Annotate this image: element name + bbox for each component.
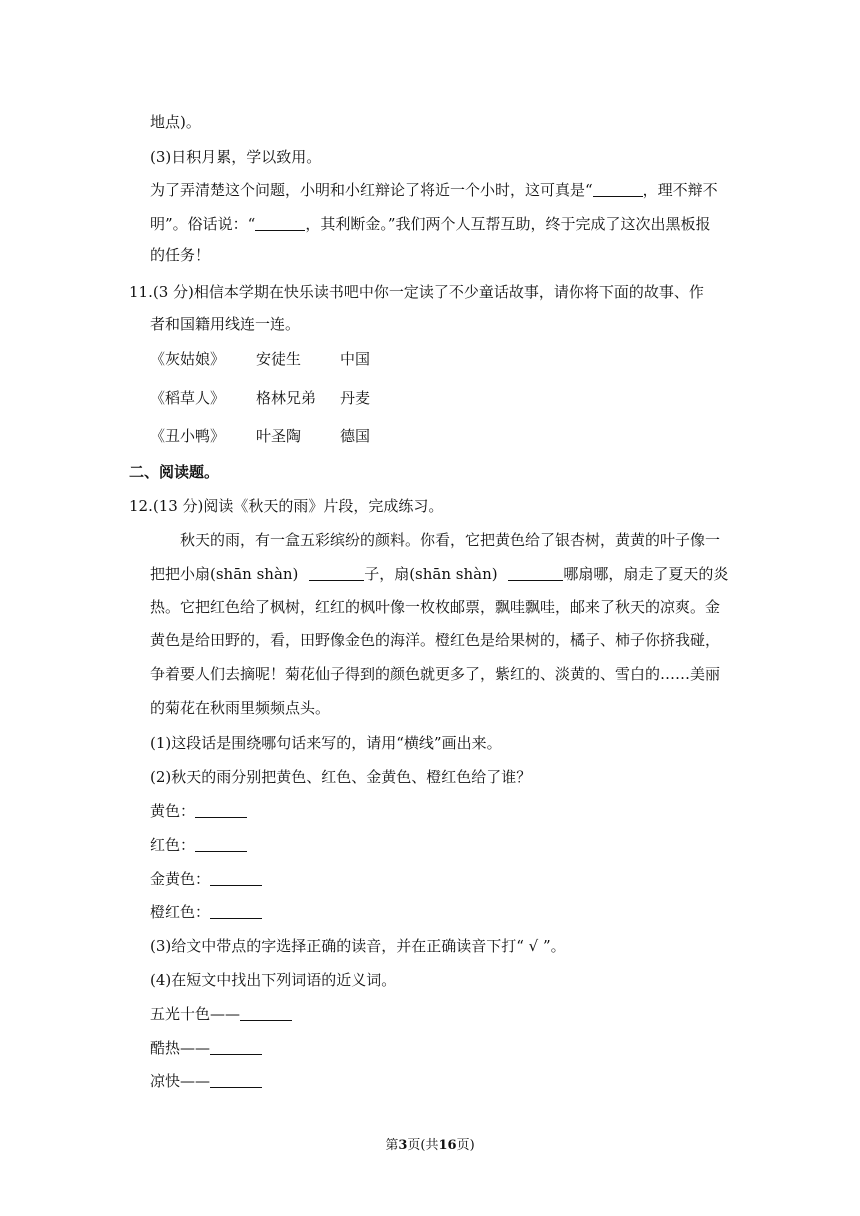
- footer-text: 页(共: [407, 1138, 439, 1153]
- author-cell: 格林兄弟: [256, 389, 317, 407]
- answer-blank[interactable]: [195, 802, 247, 818]
- answer-blank[interactable]: [593, 181, 643, 197]
- color-label: 黄色：: [150, 802, 196, 820]
- answer-blank[interactable]: [195, 836, 247, 852]
- q10-sub3-label: (3)日积月累，学以致用。: [150, 148, 322, 166]
- q12-stem: 12.(13 分)阅读《秋天的雨》片段，完成练习。: [129, 497, 444, 515]
- answer-blank[interactable]: [508, 565, 563, 581]
- passage-line: [150, 564, 728, 584]
- q10-text: ，理不辩不: [642, 181, 718, 199]
- q10-text: ，其利断金。”我们两个人互帮互助，终于完成了这次出黑板报: [305, 215, 711, 233]
- q12-sub1: (1)这段话是围绕哪句话来写的，请用“横线”画出来。: [150, 734, 502, 752]
- story-cell: 《稻草人》: [150, 389, 226, 407]
- passage-line: 黄色是给田野的，看，田野像金色的海洋。橙红色是给果树的，橘子、柿子你挤我碰，: [150, 631, 721, 649]
- answer-blank[interactable]: [210, 1039, 262, 1055]
- country-cell: 丹麦: [340, 389, 371, 407]
- answer-blank[interactable]: [240, 1005, 292, 1021]
- answer-blank[interactable]: [210, 870, 262, 886]
- q11-stem-line1: 11.(3 分)相信本学期在快乐读书吧中你一定读了不少童话故事，请你将下面的故事、作: [129, 283, 704, 301]
- passage-text: 哪扇哪，扇走了夏天的炎: [563, 565, 729, 583]
- answer-blank[interactable]: [309, 565, 364, 581]
- q11-stem-line2: 者和国籍用线连一连。: [150, 315, 301, 333]
- q12-sub2: (2)秋天的雨分别把黄色、红色、金黄色、橙红色给了谁？: [150, 768, 532, 786]
- color-label: 金黄色：: [150, 870, 211, 888]
- footer-text: 第: [385, 1138, 399, 1153]
- passage-text: 把把小扇(shān shàn): [150, 565, 299, 583]
- q10-continuation: 地点)。: [150, 113, 201, 131]
- answer-blank[interactable]: [210, 1072, 262, 1088]
- q10-text: 为了弄清楚这个问题，小明和小红辩论了将近一个小时，这可真是“: [150, 181, 593, 199]
- q12-sub3: (3)给文中带点的字选择正确的读音，并在正确读音下打“ √ ”。: [150, 937, 566, 955]
- country-cell: 中国: [340, 350, 371, 368]
- color-answer-row: [150, 902, 262, 922]
- author-cell: 安徒生: [256, 350, 302, 368]
- footer-text: 页): [456, 1138, 475, 1153]
- answer-blank[interactable]: [255, 215, 305, 231]
- country-cell: 德国: [340, 427, 371, 445]
- passage-line: 秋天的雨，有一盒五彩缤纷的颜料。你看，它把黄色给了银杏树，黄黄的叶子像一: [180, 531, 721, 549]
- synonym-label: 酷热——: [150, 1039, 211, 1057]
- synonym-label: 五光十色——: [150, 1005, 241, 1023]
- passage-line: 的菊花在秋雨里频频点头。: [150, 699, 331, 717]
- story-cell: 《丑小鸭》: [150, 427, 226, 445]
- answer-blank[interactable]: [210, 903, 262, 919]
- story-cell: 《灰姑娘》: [150, 350, 226, 368]
- q10-text: 明”。俗话说：“: [150, 215, 256, 233]
- color-label: 红色：: [150, 836, 196, 854]
- author-cell: 叶圣陶: [256, 427, 302, 445]
- color-label: 橙红色：: [150, 903, 211, 921]
- color-answer-row: [150, 835, 247, 855]
- section-title: 二、阅读题。: [129, 463, 220, 481]
- q12-sub4: (4)在短文中找出下列词语的近义词。: [150, 971, 397, 989]
- q10-para-line1: [150, 180, 718, 200]
- synonym-label: 凉快——: [150, 1072, 211, 1090]
- q10-para-line2: [150, 214, 711, 234]
- color-answer-row: [150, 869, 262, 889]
- total-pages: 16: [438, 1138, 457, 1153]
- page-number: 3: [398, 1138, 408, 1153]
- passage-line: 争着要人们去摘呢！菊花仙子得到的颜色就更多了，紫红的、淡黄的、雪白的……美丽: [150, 665, 721, 683]
- synonym-row: [150, 1004, 292, 1024]
- passage-text: 子，扇(shān shàn): [364, 565, 498, 583]
- synonym-row: [150, 1071, 262, 1091]
- synonym-row: [150, 1038, 262, 1058]
- passage-line: 热。它把红色给了枫树，红红的枫叶像一枚枚邮票，飘哇飘哇，邮来了秋天的凉爽。金: [150, 598, 721, 616]
- page-footer: [0, 1137, 860, 1155]
- q10-para-line3: 的任务！: [150, 246, 211, 264]
- color-answer-row: [150, 801, 247, 821]
